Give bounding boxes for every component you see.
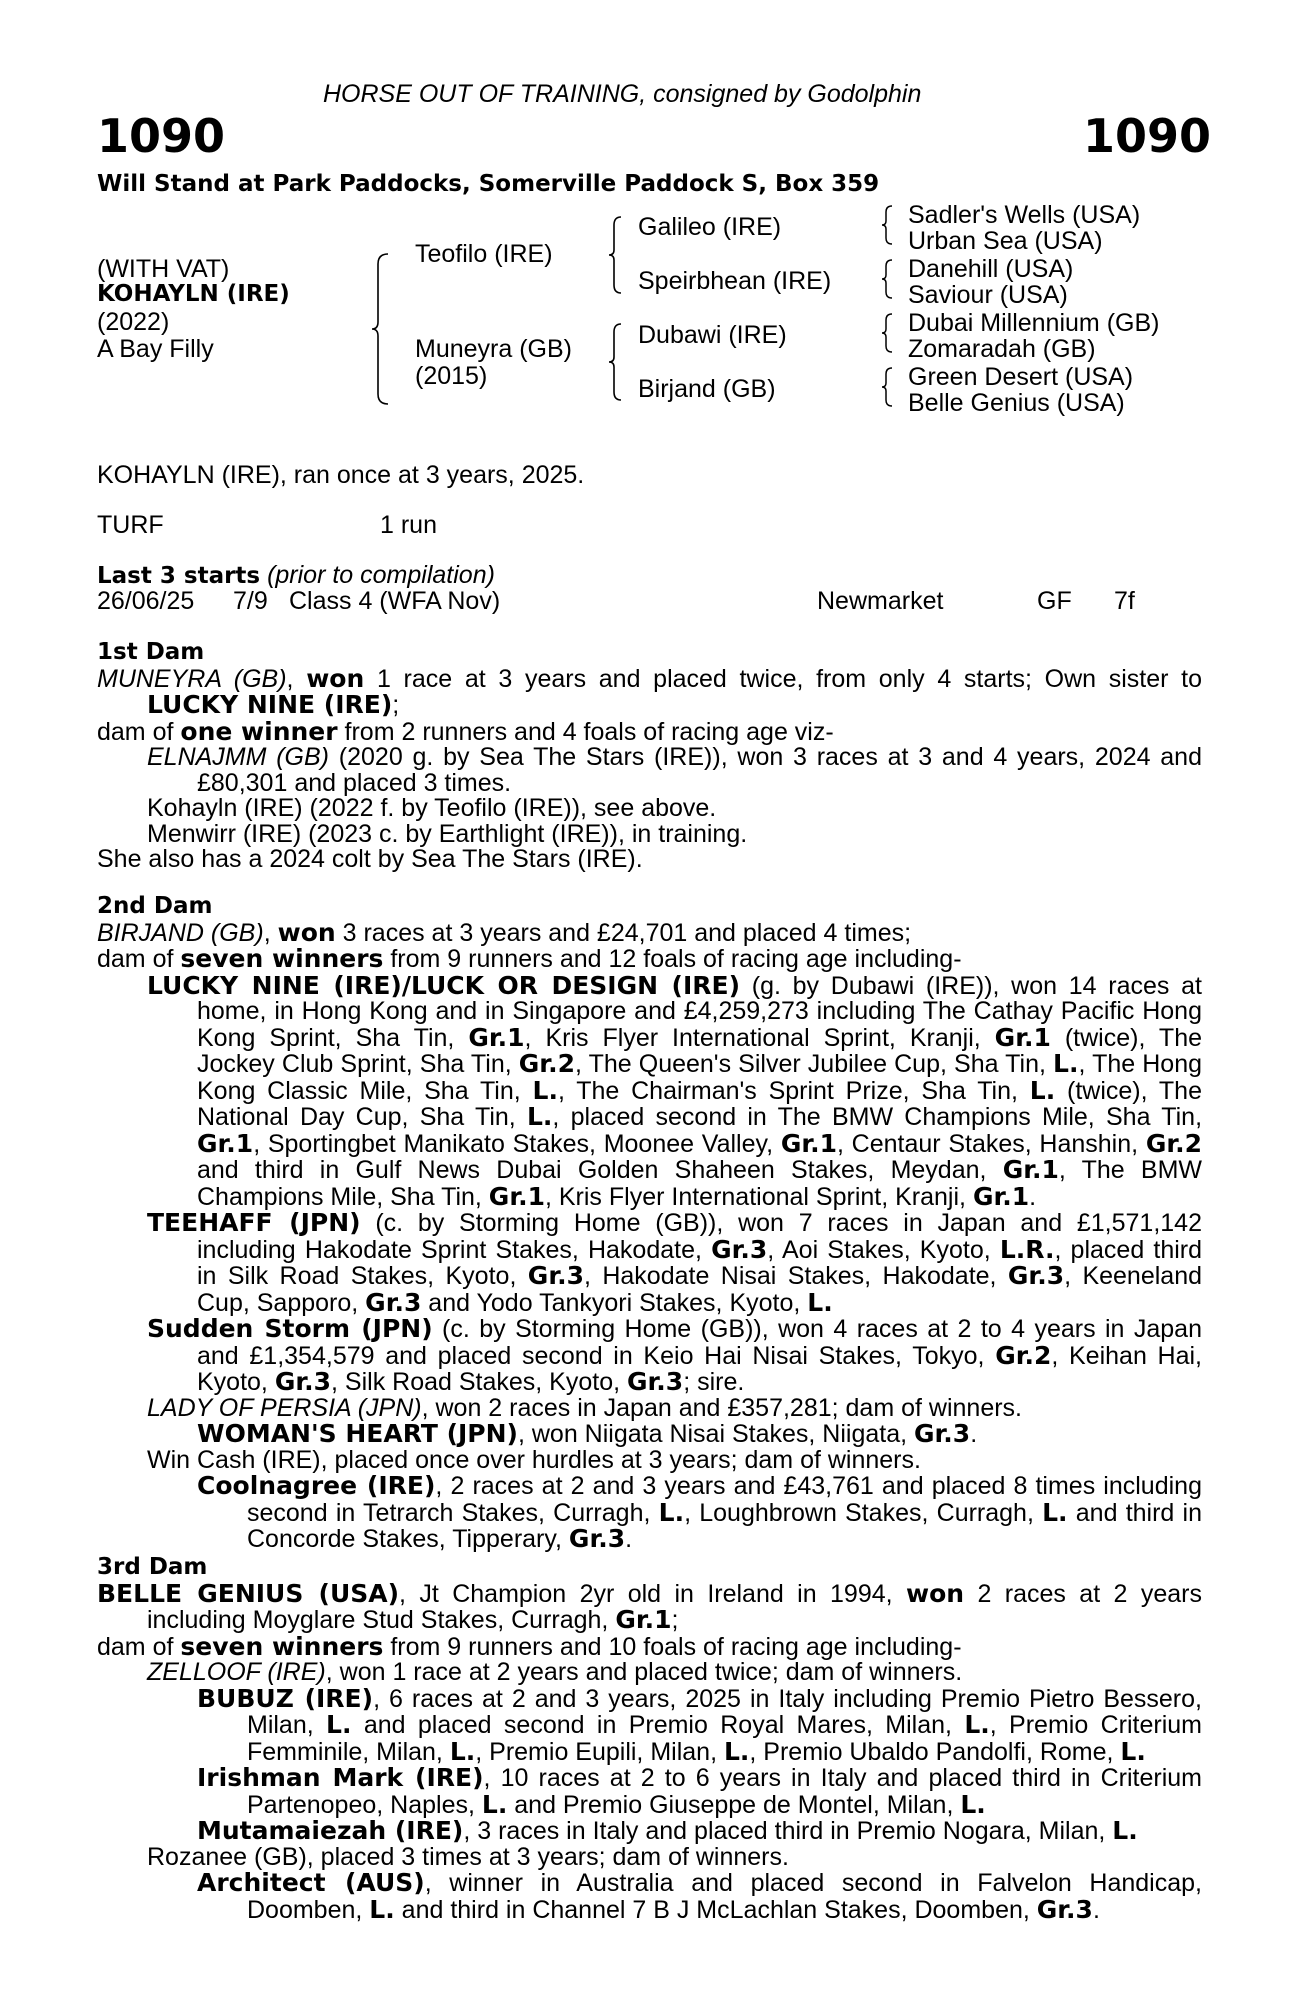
pedigree-brace-ds: [880, 312, 894, 354]
second-dam-section: [97, 894, 1202, 1553]
pedigree-brace-sire: [607, 215, 623, 295]
pedigree-gg-6: Zomaradah (GB): [908, 335, 1096, 363]
lot-number-right: 1090: [1083, 109, 1212, 163]
pedigree-gg-2: Urban Sea (USA): [908, 227, 1103, 255]
pedigree-dam-year: (2015): [415, 362, 488, 390]
last-starts-heading: Last 3 starts (prior to compilation): [97, 561, 495, 589]
first-dam-heading: 1st Dam: [97, 639, 205, 665]
pedigree-brace-ss: [880, 204, 894, 246]
win-cash-entry: Win Cash (IRE), placed once over hurdles at 3 years; dam of winners.: [147, 1445, 921, 1474]
first-dam-offspring-3: Menwirr (IRE) (2023 c. by Earthlight (IRE)), in training.: [147, 819, 748, 848]
architect-entry: Architect (AUS), winner in Australia and placed second in Falvelon Handicap, Doomben, L. and third in Channel 7 B J McLachlan Stakes, Doomben, Gr.3.: [197, 1868, 1202, 1924]
pedigree-gg-4: Saviour (USA): [908, 281, 1068, 309]
start-date: 26/06/25: [97, 587, 195, 615]
pedigree-gg-8: Belle Genius (USA): [908, 389, 1125, 417]
start-course: Newmarket: [817, 587, 944, 615]
lot-number-left: 1090: [97, 109, 226, 163]
lady-of-persia-entry: LADY OF PERSIA (JPN), won 2 races in Japan and £357,281; dam of winners.: [147, 1393, 1022, 1422]
pedigree-gg-7: Green Desert (USA): [908, 363, 1134, 391]
first-dam-offspring-1: ELNAJMM (GB) (2020 g. by Sea The Stars (IRE)), won 3 races at 3 and 4 years, 2024 and £80,301 and placed 3 times.: [147, 743, 1202, 797]
first-dam-produce-summary: dam of one winner from 2 runners and 4 foals of racing age viz-: [97, 716, 834, 746]
sudden-storm-entry: Sudden Storm (JPN) (c. by Storming Home (GB)), won 4 races at 2 to 4 years in Japan and £1,354,579 and placed second in Keio Hai Nisai Stakes, Tokyo, Gr.2, Keihan Hai, Kyoto, Gr.3, Silk Road Stakes, Kyoto, Gr.3; sire.: [147, 1314, 1203, 1396]
first-dam-footnote: She also has a 2024 colt by Sea The Stars (IRE).: [97, 845, 643, 873]
start-race: Class 4 (WFA Nov): [289, 587, 501, 615]
second-dam-heading: 2nd Dam: [97, 893, 213, 919]
lucky-nine-entry: LUCKY NINE (IRE)/LUCK OR DESIGN (IRE) (g. by Dubawi (IRE)), won 14 races at home, in Hong Kong and in Singapore and £4,259,273 including The Cathay Pacific Hong Kong Sprint, Sha Tin, Gr.1, Kris Flyer International Sprint, Kranji, Gr.1 (twice), The Jockey Club Sprint, Sha Tin, Gr.2, The Queen's Silver Jubilee Cup, Sha Tin, L., The Hong Kong Classic Mile, Sha Tin, L., The Chairman's Sprint Prize, Sha Tin, L. (twice), The National Day Cup, Sha Tin, L., placed second in The BMW Champions Mile, Sha Tin, Gr.1, Sportingbet Manikato Stakes, Moonee Valley, Gr.1, Centaur Stakes, Hanshin, Gr.2 and third in Gulf News Dubai Golden Shaheen Stakes, Meydan, Gr.1, The BMW Champions Mile, Sha Tin, Gr.1, Kris Flyer International Sprint, Kranji, Gr.1.: [147, 970, 1203, 1211]
start-distance: 7f: [1114, 587, 1135, 615]
third-dam-produce-summary: dam of seven winners from 9 runners and 10 foals of racing age including-: [97, 1631, 962, 1661]
pedigree-dam-sire: Dubawi (IRE): [638, 321, 787, 349]
pedigree-sire-sire: Galileo (IRE): [638, 213, 782, 241]
pedigree-gg-1: Sadler's Wells (USA): [908, 201, 1141, 229]
horse-description: A Bay Filly: [97, 335, 214, 363]
coolnagree-entry: Coolnagree (IRE), 2 races at 2 and 3 years and £43,761 and placed 8 times including second in Tetrarch Stakes, Curragh, L., Loughbrown Stakes, Curragh, L. and third in Concorde Stakes, Tipperary, Gr.3.: [197, 1471, 1202, 1553]
teehaff-entry: TEEHAFF (JPN) (c. by Storming Home (GB)), won 7 races in Japan and £1,571,142 including Hakodate Sprint Stakes, Hakodate, Gr.3, Aoi Stakes, Kyoto, L.R., placed third in Silk Road Stakes, Kyoto, Gr.3, Hakodate Nisai Stakes, Hakodate, Gr.3, Keeneland Cup, Sapporo, Gr.3 and Yodo Tankyori Stakes, Kyoto, L.: [147, 1208, 1203, 1317]
bubuz-entry: BUBUZ (IRE), 6 races at 2 and 3 years, 2025 in Italy including Premio Pietro Bessero, Milan, L. and placed second in Premio Royal Mares, Milan, L., Premio Criterium Femminile, Milan, L., Premio Eupili, Milan, L., Premio Ubaldo Pandolfi, Rome, L.: [197, 1683, 1202, 1766]
pedigree-brace-main: [370, 252, 390, 406]
pedigree-brace-dd: [880, 366, 894, 408]
pedigree-sire-dam: Speirbhean (IRE): [638, 267, 832, 295]
pedigree-dam: Muneyra (GB): [415, 335, 572, 363]
start-position: 7/9: [233, 587, 268, 615]
first-dam-offspring-2: Kohayln (IRE) (2022 f. by Teofilo (IRE)), see above.: [147, 794, 717, 822]
rozanee-entry: Rozanee (GB), placed 3 times at 3 years; dam of winners.: [147, 1842, 789, 1871]
third-dam-section: [97, 1555, 1202, 1923]
pedigree-dam-dam: Birjand (GB): [638, 375, 776, 403]
zelloof-entry: ZELLOOF (IRE), won 1 race at 2 years and placed twice; dam of winners.: [147, 1658, 963, 1686]
vat-note: (WITH VAT): [97, 255, 230, 283]
mutamaiezah-entry: Mutamaiezah (IRE), 3 races in Italy and placed third in Premio Nogara, Milan, L.: [197, 1816, 1138, 1845]
irishman-mark-entry: Irishman Mark (IRE), 10 races at 2 to 6 years in Italy and placed third in Criterium Partenopeo, Naples, L. and Premio Giuseppe de Montel, Milan, L.: [197, 1763, 1202, 1819]
surface-label: TURF: [97, 511, 164, 539]
race-record-summary: KOHAYLN (IRE), ran once at 3 years, 2025.: [97, 461, 585, 489]
pedigree-brace-sd: [880, 258, 894, 300]
womans-heart-entry: WOMAN'S HEART (JPN), won Niigata Nisai Stakes, Niigata, Gr.3.: [197, 1419, 978, 1448]
pedigree-gg-5: Dubai Millennium (GB): [908, 309, 1160, 337]
first-dam-section: [97, 640, 1202, 873]
surface-runs: 1 run: [380, 511, 437, 539]
second-dam-record: BIRJAND (GB), won 3 races at 3 years and £24,701 and placed 4 times;: [97, 917, 912, 947]
pedigree-brace-dam: [607, 322, 623, 402]
pedigree-sire: Teofilo (IRE): [415, 240, 553, 268]
third-dam-record: BELLE GENIUS (USA), Jt Champion 2yr old in Ireland in 1994, won 2 races at 2 years including Moyglare Stud Stakes, Curragh, Gr.1;: [97, 1578, 1202, 1634]
second-dam-produce-summary: dam of seven winners from 9 runners and 12 foals of racing age including-: [97, 944, 962, 973]
first-dam-record: MUNEYRA (GB), won 1 race at 3 years and placed twice, from only 4 starts; Own sister to LUCKY NINE (IRE);: [97, 663, 1202, 719]
stabling-location: Will Stand at Park Paddocks, Somerville Paddock S, Box 359: [97, 171, 880, 197]
third-dam-heading: 3rd Dam: [97, 1554, 208, 1580]
catalogue-heading: HORSE OUT OF TRAINING, consigned by Godolphin: [323, 80, 922, 108]
start-going: GF: [1037, 587, 1072, 615]
horse-name: KOHAYLN (IRE): [97, 281, 290, 307]
pedigree-gg-3: Danehill (USA): [908, 255, 1074, 283]
foaling-year: (2022): [97, 308, 170, 336]
